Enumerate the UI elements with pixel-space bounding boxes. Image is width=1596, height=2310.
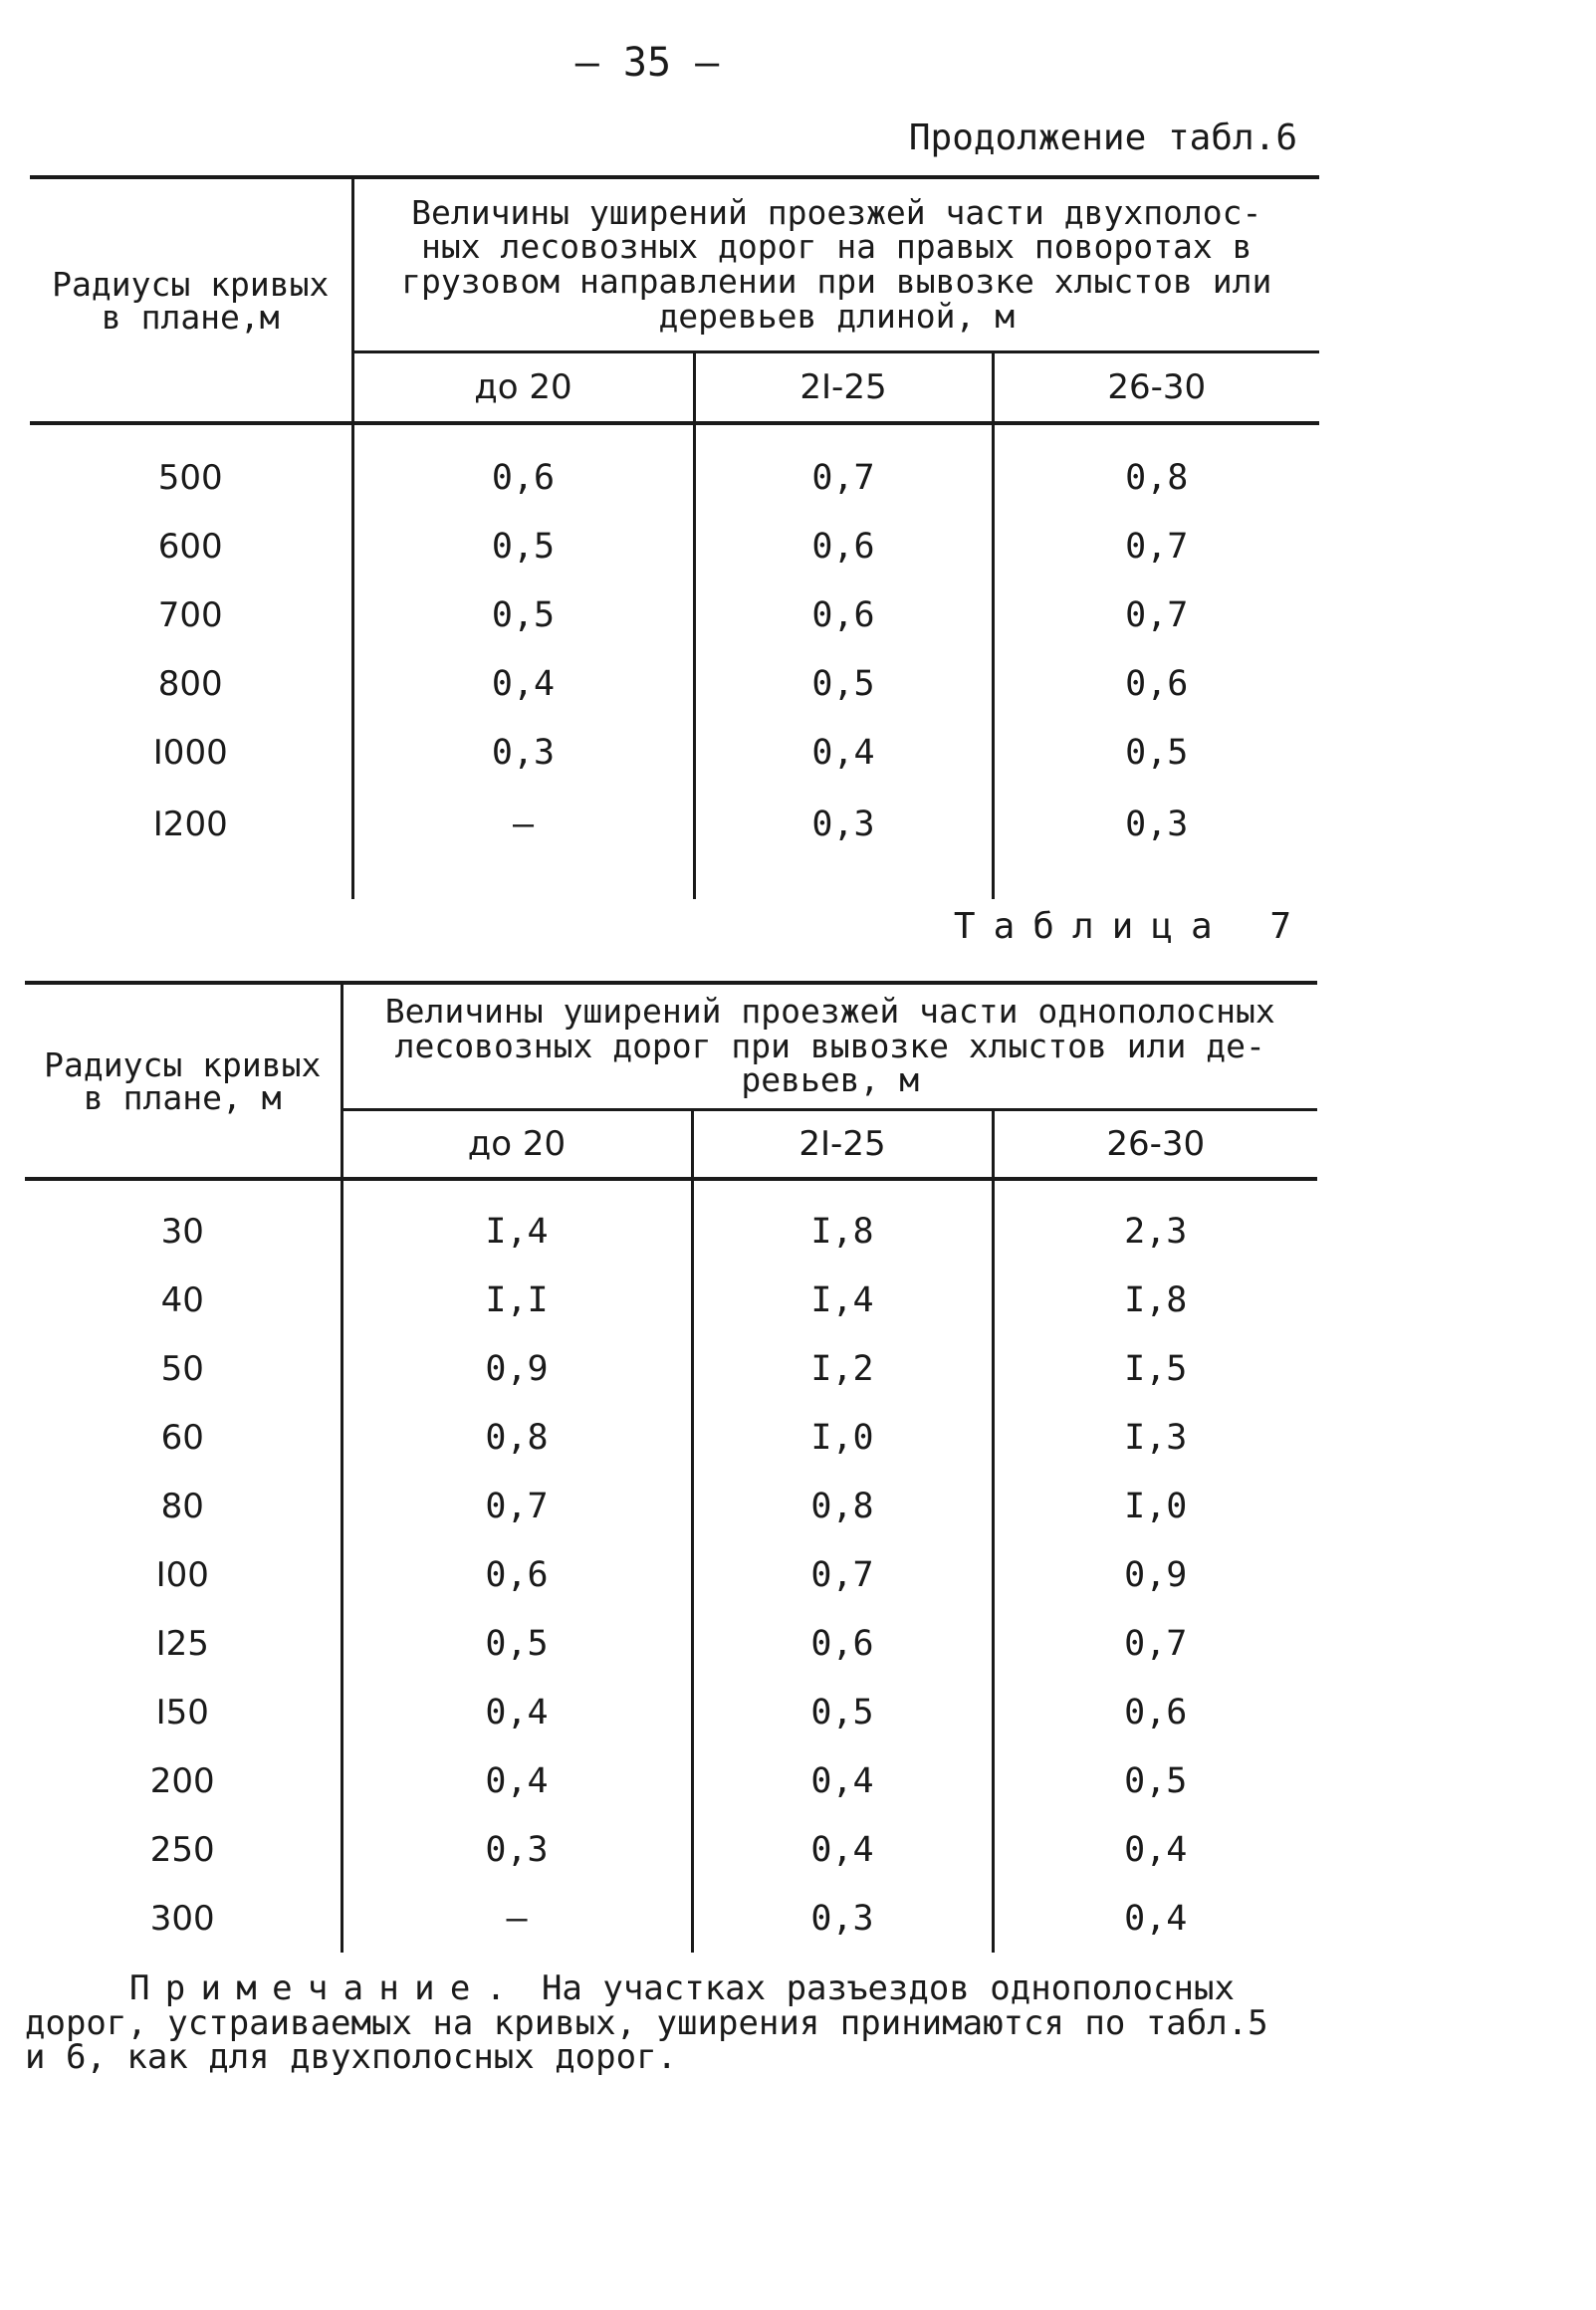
group-header bbox=[342, 983, 1317, 1110]
value-cell: 0,5 bbox=[1124, 1760, 1188, 1801]
radius-cell: 50 bbox=[25, 1334, 342, 1403]
table-row bbox=[30, 718, 1319, 787]
value-cell: 0,8 bbox=[1125, 457, 1189, 498]
page-number: — 35 — bbox=[574, 40, 720, 86]
value-cell: 0,4 bbox=[1124, 1829, 1188, 1870]
radius-cell: 60 bbox=[25, 1403, 342, 1472]
value-cell: 0,3 bbox=[694, 787, 993, 899]
subheader-length-26-30: 26-30 bbox=[1106, 1124, 1206, 1164]
value-cell: – bbox=[342, 1884, 692, 1953]
value-cell: I,I bbox=[342, 1266, 692, 1334]
value-cell: 0,9 bbox=[1124, 1554, 1188, 1595]
value-cell: I,2 bbox=[692, 1334, 993, 1403]
radius-cell: I000 bbox=[30, 718, 352, 787]
radius-cell: 250 bbox=[25, 1815, 342, 1884]
value-cell: 0,5 bbox=[692, 1678, 993, 1746]
group-header bbox=[352, 177, 1319, 352]
value-cell: 0,7 bbox=[1125, 526, 1189, 567]
value-cell: 0,3 bbox=[1125, 805, 1189, 844]
value-cell: 0,7 bbox=[1124, 1623, 1188, 1664]
value-cell: 0,3 bbox=[692, 1884, 993, 1953]
value-cell: I,0 bbox=[692, 1403, 993, 1472]
radius-header-line: в плане, м bbox=[83, 1077, 282, 1117]
radius-cell: I50 bbox=[25, 1678, 342, 1746]
table-note bbox=[25, 1968, 1319, 2078]
table-row bbox=[25, 1678, 1317, 1746]
value-cell: 0,3 bbox=[342, 1815, 692, 1884]
value-cell: 0,7 bbox=[692, 1540, 993, 1609]
radius-header bbox=[25, 983, 342, 1179]
group-header-line: лесовозных дорог при вывозке хлыстов или де- bbox=[394, 1026, 1265, 1065]
note-line: и 6, как для двухполосных дорог. bbox=[25, 2037, 678, 2078]
value-cell: 0,6 bbox=[694, 580, 993, 649]
table-row bbox=[25, 1540, 1317, 1609]
value-cell: 0,6 bbox=[352, 423, 694, 512]
table-row bbox=[25, 1884, 1317, 1953]
value-cell: 0,5 bbox=[352, 512, 694, 580]
radius-cell: I25 bbox=[25, 1609, 342, 1678]
group-header-line: грузовом направлении при вывозке хлыстов или bbox=[401, 262, 1272, 301]
value-cell: I,4 bbox=[692, 1266, 993, 1334]
value-cell: I,5 bbox=[1124, 1348, 1188, 1389]
radius-cell: 80 bbox=[25, 1472, 342, 1540]
radius-header-line: Радиусы кривых bbox=[52, 264, 330, 304]
table-row bbox=[30, 423, 1319, 512]
table-7 bbox=[25, 981, 1317, 1953]
group-header-line: Величины уширений проезжей части однополосных bbox=[384, 992, 1275, 1032]
value-cell: I,8 bbox=[692, 1179, 993, 1266]
value-cell: 0,9 bbox=[342, 1334, 692, 1403]
table-6 bbox=[30, 175, 1319, 899]
note-label: Примечание. bbox=[129, 1968, 522, 2008]
table-row bbox=[25, 1472, 1317, 1540]
note-line: дорог, устраиваемых на кривых, уширения принимаются по табл.5 bbox=[25, 2002, 1268, 2043]
table-row bbox=[25, 1266, 1317, 1334]
value-cell: 0,8 bbox=[342, 1403, 692, 1472]
value-cell: 0,6 bbox=[694, 512, 993, 580]
subheader-length-21-25: 2I-25 bbox=[692, 1110, 993, 1180]
radius-cell: I00 bbox=[25, 1540, 342, 1609]
value-cell: 0,4 bbox=[342, 1678, 692, 1746]
radius-cell: I200 bbox=[30, 787, 352, 899]
radius-header-line: в плане,м bbox=[101, 297, 280, 337]
table-row bbox=[25, 1403, 1317, 1472]
table7-caption: Таблица 7 bbox=[953, 906, 1309, 947]
note-line: На участках разъездов однополосных bbox=[521, 1968, 1235, 2008]
group-header-line: деревьев длиной, м bbox=[658, 296, 1016, 336]
subheader-length-to-20: до 20 bbox=[352, 352, 694, 424]
value-cell: I,3 bbox=[1124, 1417, 1188, 1458]
value-cell: 0,7 bbox=[694, 423, 993, 512]
value-cell: 0,4 bbox=[692, 1815, 993, 1884]
subheader-length-to-20: до 20 bbox=[342, 1110, 692, 1180]
value-cell: 0,4 bbox=[692, 1746, 993, 1815]
radius-cell: 800 bbox=[30, 649, 352, 718]
value-cell: 0,3 bbox=[352, 718, 694, 787]
value-cell: I,0 bbox=[1124, 1486, 1188, 1526]
value-cell: 0,4 bbox=[352, 649, 694, 718]
value-cell: 0,7 bbox=[342, 1472, 692, 1540]
value-cell: I,4 bbox=[342, 1179, 692, 1266]
group-header-line: ных лесовозных дорог на правых поворотах в bbox=[421, 227, 1253, 267]
value-cell: 0,4 bbox=[694, 718, 993, 787]
radius-cell: 300 bbox=[25, 1884, 342, 1953]
radius-header-line: Радиусы кривых bbox=[44, 1044, 322, 1084]
value-cell: 0,6 bbox=[1124, 1692, 1188, 1732]
table-row bbox=[30, 512, 1319, 580]
radius-cell: 40 bbox=[25, 1266, 342, 1334]
group-header-line: Величины уширений проезжей части двухполос- bbox=[411, 192, 1262, 232]
value-cell: 0,6 bbox=[692, 1609, 993, 1678]
radius-cell: 200 bbox=[25, 1746, 342, 1815]
radius-cell: 700 bbox=[30, 580, 352, 649]
subheader-length-21-25: 2I-25 bbox=[694, 352, 993, 424]
subheader-length-26-30: 26-30 bbox=[1107, 367, 1207, 407]
value-cell: 0,5 bbox=[1125, 732, 1189, 773]
value-cell: 0,7 bbox=[1125, 594, 1189, 635]
radius-header bbox=[30, 177, 352, 423]
table-row bbox=[25, 1334, 1317, 1403]
value-cell: 0,5 bbox=[342, 1609, 692, 1678]
table-row bbox=[25, 1179, 1317, 1266]
table-row bbox=[25, 1815, 1317, 1884]
value-cell: 0,6 bbox=[342, 1540, 692, 1609]
value-cell: 2,3 bbox=[1124, 1211, 1188, 1252]
value-cell: 0,8 bbox=[692, 1472, 993, 1540]
table-row bbox=[30, 580, 1319, 649]
value-cell: 0,4 bbox=[1124, 1898, 1188, 1939]
table-row bbox=[25, 1609, 1317, 1678]
table-row bbox=[30, 787, 1319, 899]
table-row bbox=[25, 1746, 1317, 1815]
value-cell: 0,4 bbox=[342, 1746, 692, 1815]
radius-cell: 500 bbox=[30, 423, 352, 512]
table-row bbox=[30, 649, 1319, 718]
group-header-line: ревьев, м bbox=[741, 1060, 920, 1100]
value-cell: 0,5 bbox=[352, 580, 694, 649]
table6-caption: Продолжение табл.6 bbox=[908, 117, 1297, 158]
value-cell: – bbox=[352, 787, 694, 899]
value-cell: I,8 bbox=[1124, 1279, 1188, 1320]
radius-cell: 600 bbox=[30, 512, 352, 580]
radius-cell: 30 bbox=[25, 1179, 342, 1266]
value-cell: 0,5 bbox=[694, 649, 993, 718]
value-cell: 0,6 bbox=[1125, 663, 1189, 704]
